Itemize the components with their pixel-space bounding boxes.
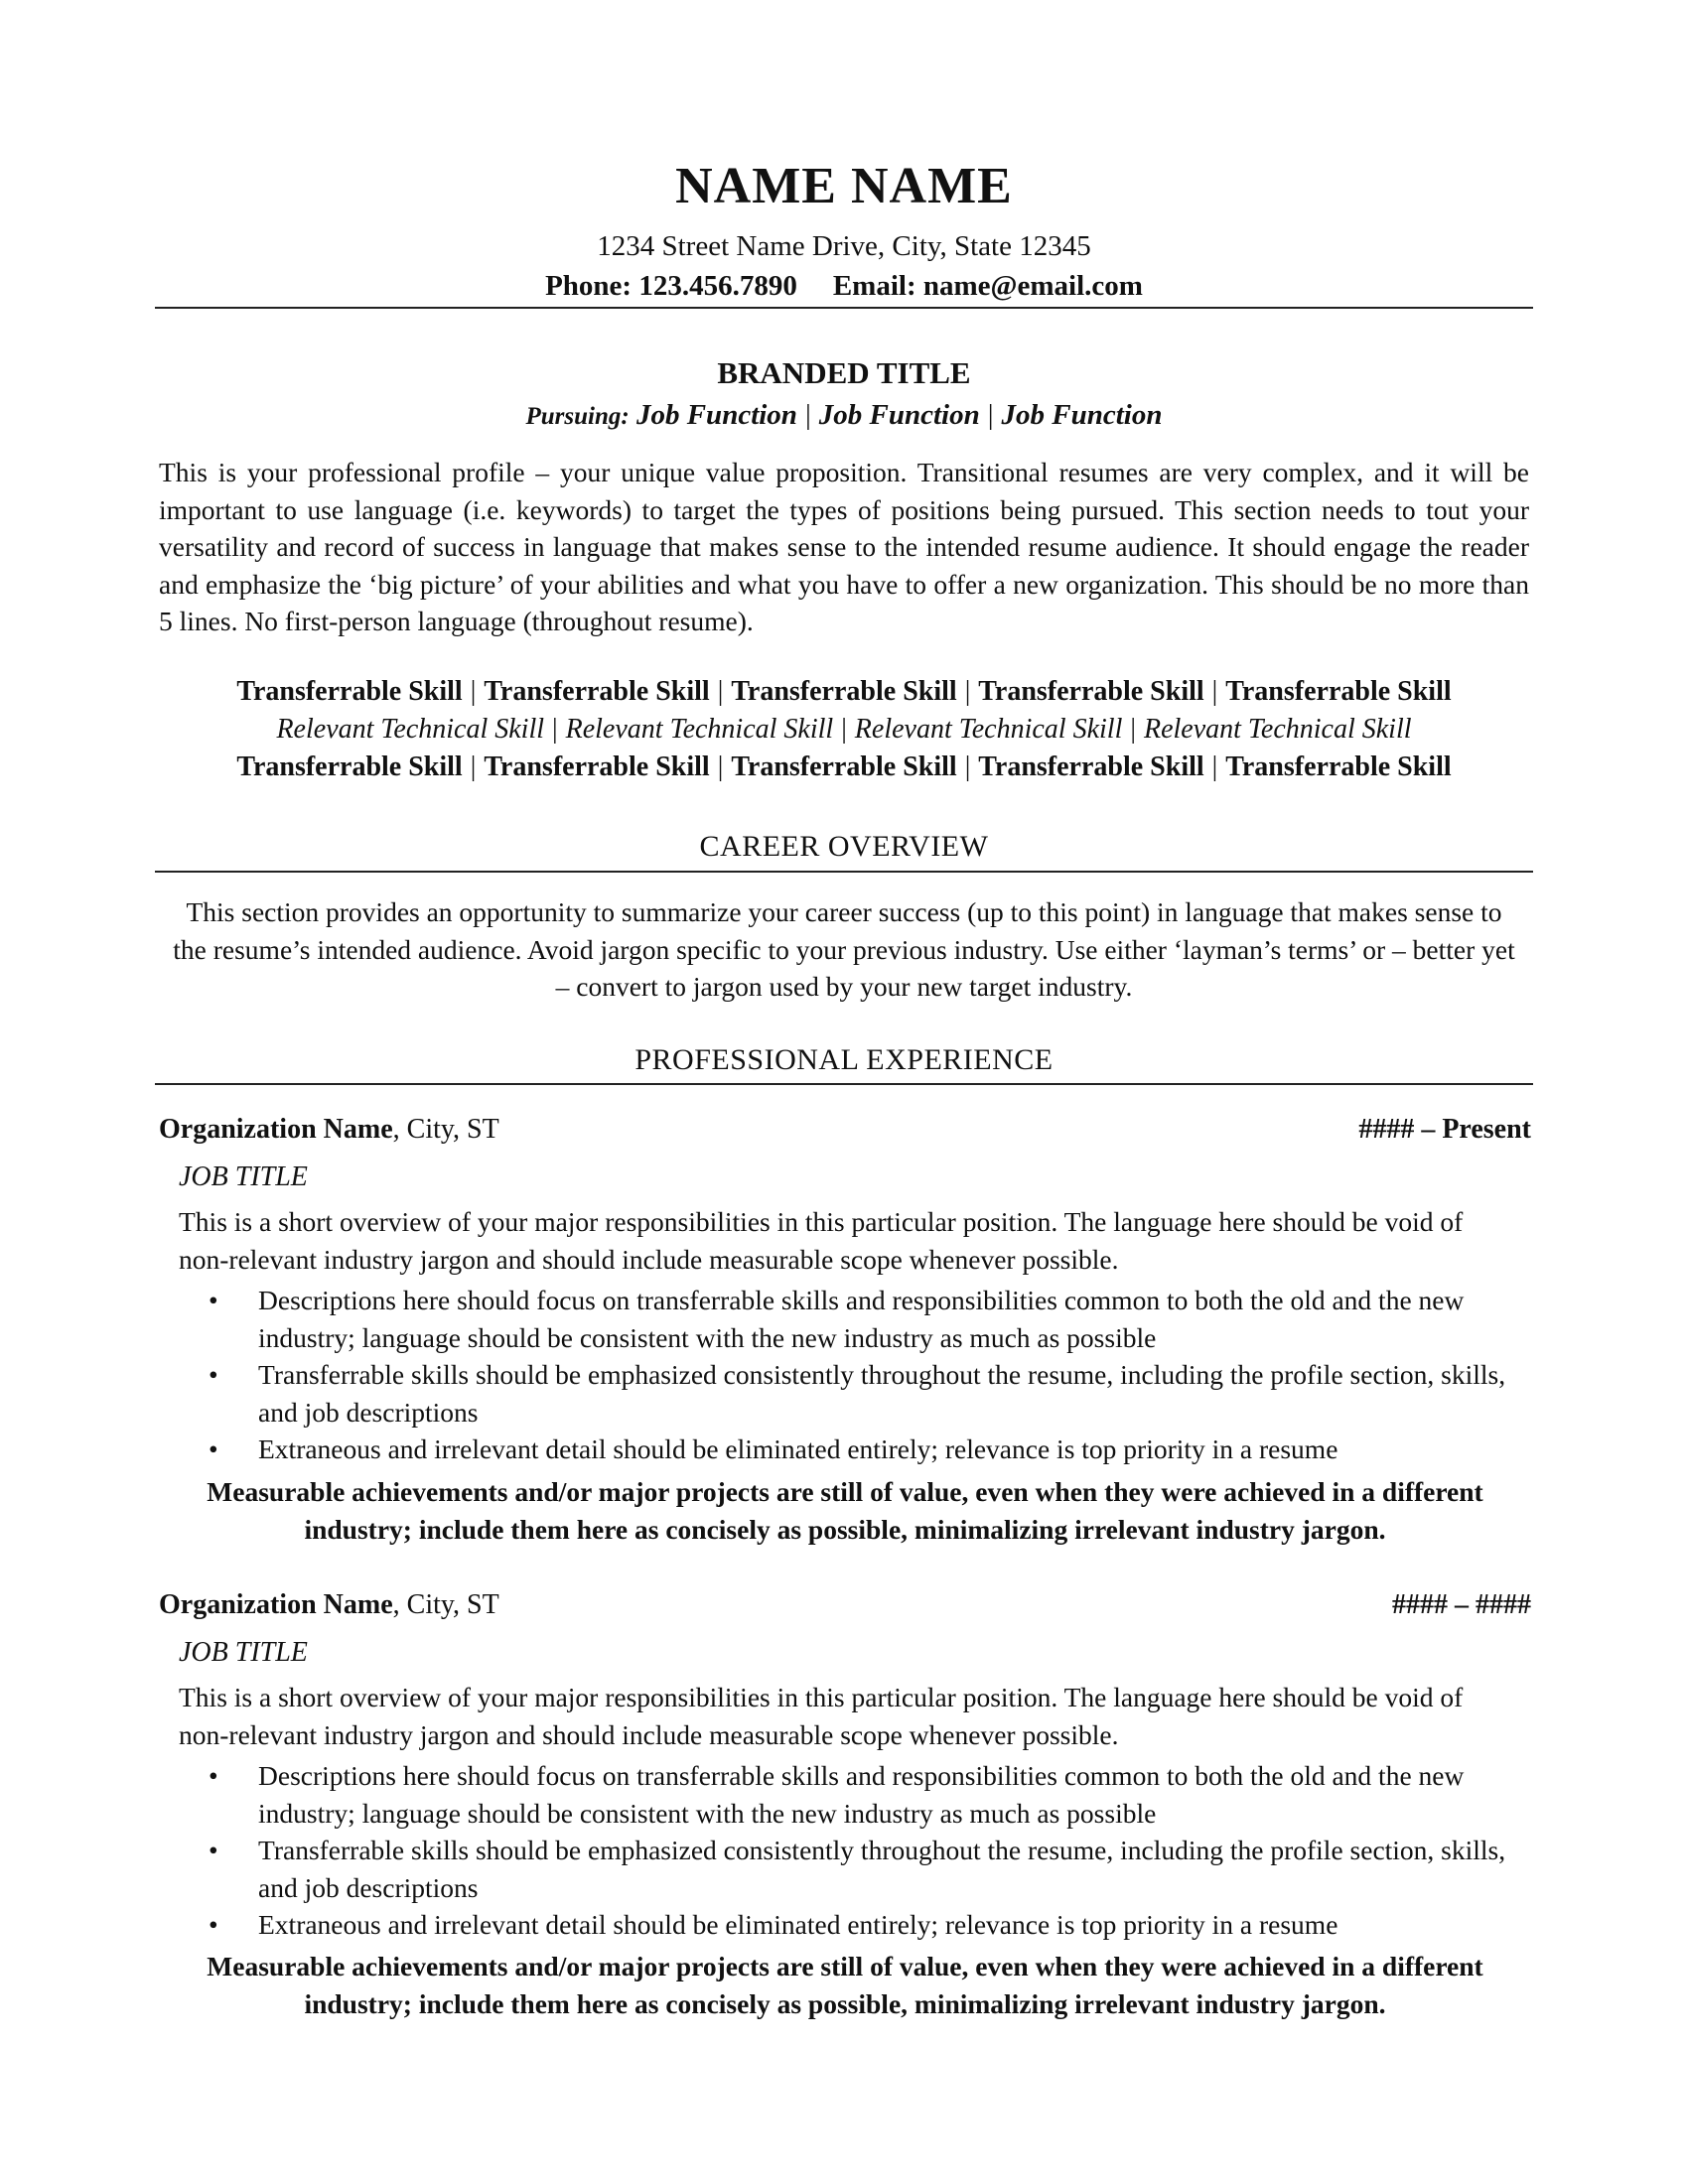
career-overview-heading: CAREER OVERVIEW — [699, 830, 989, 863]
job-title: JOB TITLE — [179, 1161, 308, 1192]
bullet-text: Transferrable skills should be emphasized consistently throughout the resume, including the profile section, skills, and job descriptions — [258, 1835, 1506, 1903]
bullet-text: Extraneous and irrelevant detail should be eliminated entirely; relevance is top priority in a resume — [258, 1909, 1338, 1940]
job-title: JOB TITLE — [179, 1637, 308, 1668]
header-divider — [155, 307, 1533, 309]
pursuing-label: Pursuing: — [525, 403, 630, 430]
pipe-separator: | — [1130, 714, 1136, 745]
list-item — [179, 1356, 1531, 1431]
list-item — [179, 1282, 1531, 1356]
skill-item: Transferrable Skill — [978, 676, 1204, 707]
job-bullet-list — [179, 1757, 1531, 1944]
organization-location: , City, ST — [392, 1589, 499, 1620]
list-item — [179, 1757, 1531, 1832]
address-line: 1234 Street Name Drive, City, State 12345 — [597, 230, 1091, 262]
organization-location: , City, ST — [392, 1114, 499, 1145]
email-text: Email: name@email.com — [832, 270, 1143, 302]
job-header — [159, 1587, 1531, 1623]
skill-item: Transferrable Skill — [731, 676, 957, 707]
bullet-icon: • — [209, 1359, 218, 1390]
phone-text: Phone: 123.456.7890 — [545, 270, 797, 302]
pipe-separator: | — [552, 714, 558, 745]
section-divider — [155, 1083, 1533, 1085]
job-header — [159, 1112, 1531, 1148]
bullet-icon: • — [209, 1433, 218, 1464]
bullet-text: Extraneous and irrelevant detail should be eliminated entirely; relevance is top priority in a resume — [258, 1433, 1338, 1464]
skill-item: Transferrable Skill — [484, 751, 710, 782]
branded-title: BRANDED TITLE — [717, 355, 971, 390]
skill-item: Transferrable Skill — [978, 751, 1204, 782]
skill-item: Relevant Technical Skill — [1143, 714, 1412, 745]
pipe-separator: | — [717, 751, 724, 782]
skill-item: Transferrable Skill — [236, 676, 463, 707]
skill-item: Transferrable Skill — [1225, 751, 1452, 782]
organization-name: Organization Name — [159, 1589, 393, 1620]
pipe-separator: | — [804, 399, 811, 431]
list-item — [179, 1431, 1531, 1468]
skill-item: Transferrable Skill — [236, 751, 463, 782]
skill-item: Transferrable Skill — [1225, 676, 1452, 707]
experience-heading: PROFESSIONAL EXPERIENCE — [634, 1043, 1054, 1076]
bullet-icon: • — [209, 1909, 218, 1940]
job-function: Job Function — [1001, 399, 1163, 431]
contact-line — [0, 268, 1688, 304]
professional-profile: This is your professional profile – your unique value proposition. Transitional resumes are very complex, and it will be important to use language (i.e. keywords) to target the types of positions being pursued. This section needs to tout your versatility and record of success in language that makes sense to the intended resume audience. It should engage the reader and emphasize the ‘big picture’ of your abilities and what you have to offer a new organization. This should be no more than 5 lines. No first-person language (throughout resume). — [159, 457, 1529, 636]
job-dates: #### – Present — [1358, 1114, 1531, 1145]
bullet-icon: • — [209, 1285, 218, 1315]
bullet-text: Descriptions here should focus on transferrable skills and responsibilities common to both the old and the new industry; language should be consistent with the new industry as much as possible — [258, 1285, 1465, 1353]
pipe-separator: | — [1211, 751, 1218, 782]
job-dates: #### – #### — [1392, 1589, 1531, 1620]
skill-item: Relevant Technical Skill — [276, 714, 545, 745]
list-item — [179, 1832, 1531, 1906]
bullet-icon: • — [209, 1760, 218, 1791]
pipe-separator: | — [964, 676, 971, 707]
pipe-separator: | — [1211, 676, 1218, 707]
career-overview-text: This section provides an opportunity to summarize your career success (up to this point) in language that makes sense to the resume’s intended audience. Avoid jargon specific to your previous industry. Use either ‘layman’s terms’ or – better yet – convert to jargon used by your new target industry. — [173, 896, 1515, 1002]
pipe-separator: | — [470, 751, 477, 782]
skill-item: Transferrable Skill — [484, 676, 710, 707]
candidate-name: NAME NAME — [675, 158, 1013, 214]
job-overview: This is a short overview of your major responsibilities in this particular position. The language here should be void of non-relevant industry jargon and should include measurable scope whenever possible. — [179, 1682, 1464, 1750]
skill-item: Transferrable Skill — [731, 751, 957, 782]
pipe-separator: | — [964, 751, 971, 782]
organization-name: Organization Name — [159, 1114, 393, 1145]
pipe-separator: | — [987, 399, 994, 431]
pursuing-line — [0, 396, 1688, 436]
bullet-icon: • — [209, 1835, 218, 1865]
list-item — [179, 1906, 1531, 1944]
pipe-separator: | — [717, 676, 724, 707]
skill-item: Relevant Technical Skill — [854, 714, 1123, 745]
job-bullet-list — [179, 1282, 1531, 1468]
job-overview: This is a short overview of your major responsibilities in this particular position. The language here should be void of non-relevant industry jargon and should include measurable scope whenever possible. — [179, 1206, 1464, 1275]
bullet-text: Descriptions here should focus on transferrable skills and responsibilities common to both the old and the new industry; language should be consistent with the new industry as much as possible — [258, 1760, 1465, 1829]
bullet-text: Transferrable skills should be emphasized consistently throughout the resume, including the profile section, skills, and job descriptions — [258, 1359, 1506, 1428]
job-function: Job Function — [818, 399, 980, 431]
job-achievement: Measurable achievements and/or major projects are still of value, even when they were achieved in a different industry; include them here as concisely as possible, minimalizing irrelevant industry jargon. — [207, 1951, 1483, 2019]
section-divider — [155, 871, 1533, 873]
skill-item: Relevant Technical Skill — [565, 714, 834, 745]
skills-row-transferrable — [0, 673, 1688, 710]
pipe-separator: | — [841, 714, 847, 745]
job-achievement: Measurable achievements and/or major projects are still of value, even when they were achieved in a different industry; include them here as concisely as possible, minimalizing irrelevant industry jargon. — [207, 1476, 1483, 1545]
skills-row-technical — [0, 711, 1688, 748]
job-function: Job Function — [635, 399, 797, 431]
skills-row-transferrable — [0, 749, 1688, 785]
pipe-separator: | — [470, 676, 477, 707]
